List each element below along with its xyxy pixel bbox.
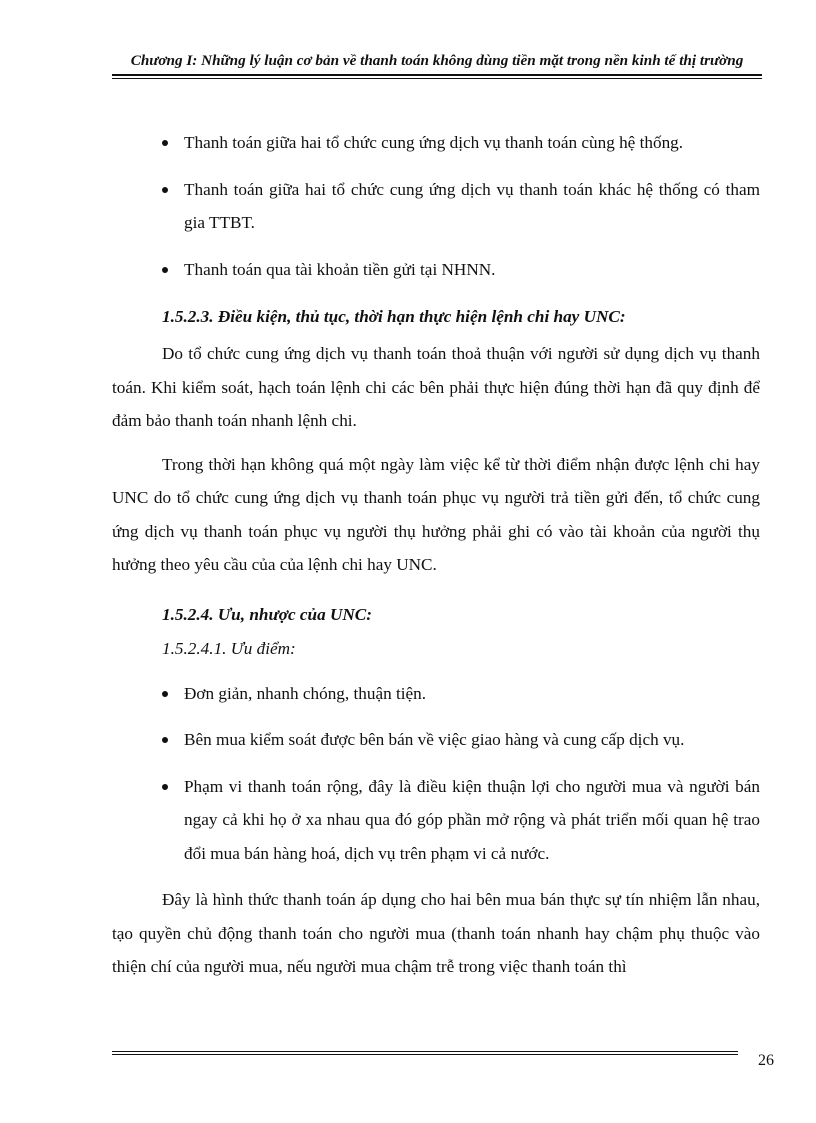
list-item: Thanh toán giữa hai tổ chức cung ứng dịch vụ thanh toán cùng hệ thống.	[162, 126, 760, 160]
page-header: Chương I: Những lý luận cơ bản về thanh toán không dùng tiền mặt trong nền kinh tế thị trường	[130, 52, 744, 69]
footer-rule-thin	[112, 1054, 738, 1055]
section-heading-1524: 1.5.2.4. Ưu, nhược của UNC:	[162, 604, 372, 624]
list-item: Bên mua kiểm soát được bên bán về việc giao hàng và cung cấp dịch vụ.	[162, 723, 760, 757]
list-item: Thanh toán giữa hai tổ chức cung ứng dịch vụ thanh toán khác hệ thống có tham gia TTBT.	[162, 173, 760, 240]
section-heading-1523: 1.5.2.3. Điều kiện, thủ tục, thời hạn thực hiện lệnh chi hay UNC:	[162, 307, 626, 326]
list-item: Thanh toán qua tài khoản tiền gửi tại NHNN.	[162, 253, 760, 287]
list-item: Phạm vi thanh toán rộng, đây là điều kiện thuận lợi cho người mua và người bán ngay cả khi họ ở xa nhau qua đó góp phần mở rộng và phát triển mối quan hệ trao đổi mua bán hàng hoá, dịch vụ trên phạm vi cả nước.	[162, 770, 760, 871]
paragraph: Trong thời hạn không quá một ngày làm việc kể từ thời điểm nhận được lệnh chi hay UNC do tổ chức cung ứng dịch vụ thanh toán phục vụ người trả tiền gửi đến, tổ chức cung ứng dịch vụ thanh toán phục vụ người thụ hưởng phải ghi có vào tài khoản của người thụ hưởng theo yêu cầu của của lệnh chi hay UNC.	[112, 454, 760, 574]
paragraph: Đây là hình thức thanh toán áp dụng cho hai bên mua bán thực sự tín nhiệm lẫn nhau, tạo quyền chủ động thanh toán cho người mua (thanh toán nhanh hay chậm phụ thuộc vào thiện chí của người mua, nếu người mua chậm trễ trong việc thanh toán thì	[112, 890, 760, 976]
subsection-heading: 1.5.2.4.1. Ưu điểm:	[162, 638, 296, 658]
header-rule	[112, 74, 762, 76]
page-body	[112, 126, 760, 994]
paragraph: Do tổ chức cung ứng dịch vụ thanh toán thoả thuận với người sử dụng dịch vụ thanh toán. Khi kiểm soát, hạch toán lệnh chi các bên phải thực hiện đúng thời hạn đã quy định để đảm bảo thanh toán nhanh lệnh chi.	[112, 344, 760, 430]
page-number: 26	[758, 1052, 774, 1069]
bullet-list-payment-types	[162, 126, 760, 286]
bullet-list-advantages	[162, 677, 760, 871]
footer-rule	[112, 1051, 738, 1052]
list-item: Đơn giản, nhanh chóng, thuận tiện.	[162, 677, 760, 711]
header-rule-thin	[112, 78, 762, 79]
